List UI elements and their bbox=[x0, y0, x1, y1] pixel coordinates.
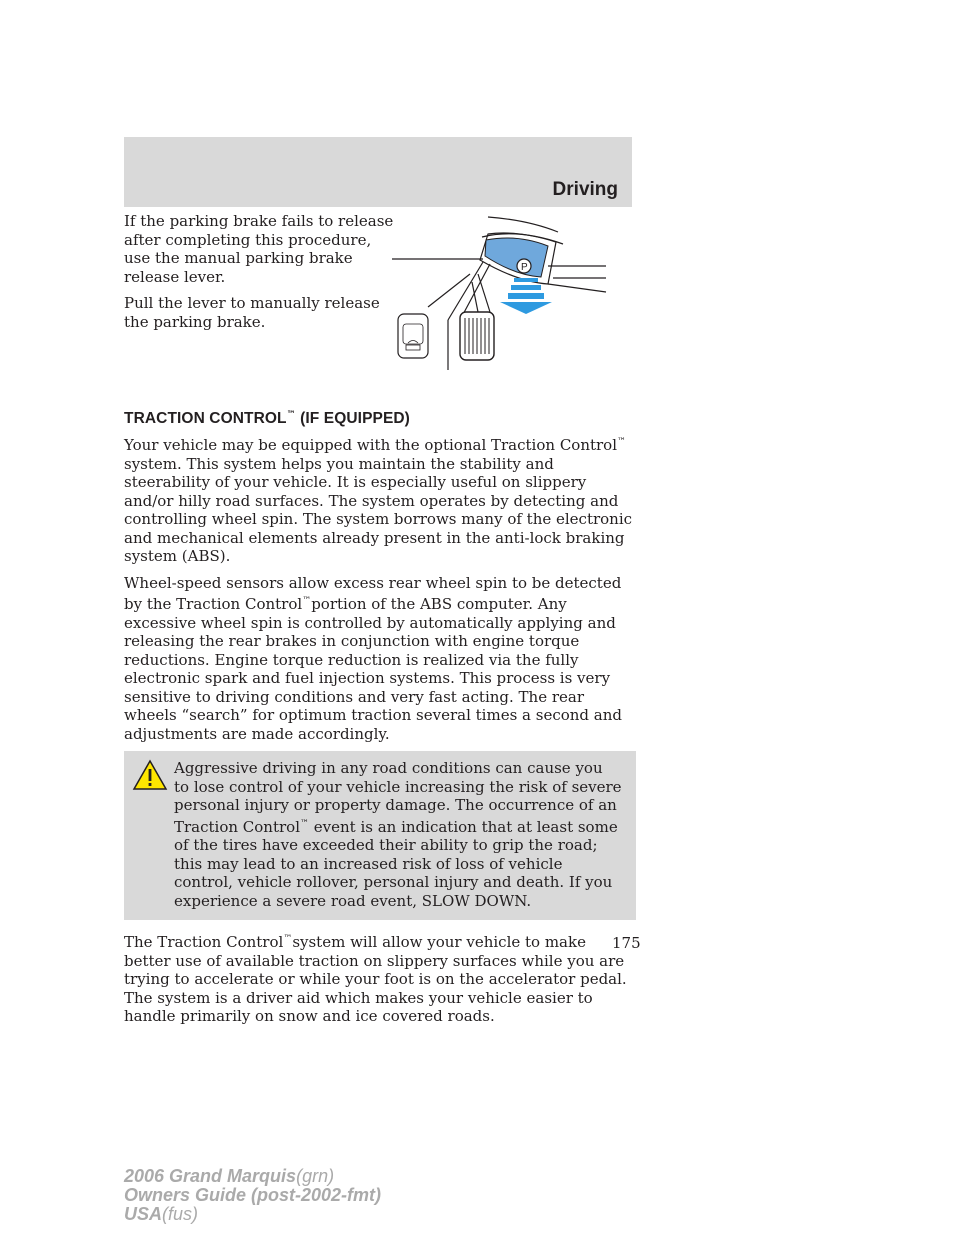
parking-brake-illustration bbox=[388, 212, 614, 380]
footer-line-2 bbox=[124, 1186, 381, 1205]
footer-market-code: (fus) bbox=[162, 1204, 199, 1224]
trademark-symbol: ™ bbox=[300, 818, 309, 829]
footer-line-1 bbox=[124, 1167, 381, 1186]
section-header-band bbox=[124, 137, 632, 207]
paragraph-3 bbox=[124, 930, 636, 1026]
warning-box bbox=[124, 751, 636, 920]
parking-badge-label: P bbox=[521, 262, 528, 273]
warning-text-part-a: Aggressive driving in any road conditions can cause you to lose control of your vehicle increasing the risk of severe personal injury or property damage. The occurrence of an Traction Control bbox=[174, 759, 622, 836]
paragraph-1 bbox=[124, 433, 636, 566]
paragraph-3-part-a: The Traction Control bbox=[124, 933, 284, 951]
intro-paragraph-2: Pull the lever to manually release the parking brake. bbox=[124, 294, 380, 331]
page-number: 175 bbox=[612, 934, 641, 952]
trademark-symbol: ™ bbox=[283, 934, 293, 944]
paragraph-1-part-b: system. This system helps you maintain the stability and steerability of your vehicle. It is especially useful on slippery and/or hilly road surfaces. The system operates by detecting and controlling wheel spin. The system borrows many of the electronic and mechanical elements already present in the anti-lock braking system (ABS). bbox=[124, 454, 633, 565]
footer-guide-name: Owners Guide (post-2002-fmt) bbox=[124, 1185, 382, 1205]
warning-text-part-b: event is an indication that at least some of the tires have exceeded their ability to grip the road; this may lead to an increased risk of loss of vehicle control, vehicle rollover, personal injury and death. If you experience a severe road event, SLOW DOWN. bbox=[174, 817, 618, 910]
section-title: Driving bbox=[552, 179, 618, 200]
warning-text bbox=[124, 759, 622, 910]
paragraph-3-part-b: system will allow your vehicle to make better use of available traction on slippery surfaces while you are trying to accelerate or while your foot is on the accelerator pedal. The system is a driver aid which makes your vehicle easier to handle primarily on snow and ice covered roads. bbox=[124, 933, 627, 1025]
trademark-symbol: ™ bbox=[286, 410, 296, 420]
paragraph-1-part-a: Your vehicle may be equipped with the optional Traction Control bbox=[124, 436, 618, 454]
trademark-symbol: ™ bbox=[302, 596, 312, 606]
footer-line-3 bbox=[124, 1205, 381, 1224]
footer-market: USA bbox=[124, 1204, 163, 1224]
intro-text bbox=[124, 212, 394, 339]
paragraph-2-part-b: portion of the ABS computer. Any excessive wheel spin is controlled by automatically applying and releasing the rear brakes in conjunction with engine torque reductions. Engine torque reduction is realized via the fully electronic spark and fuel injection systems. This process is very sensitive to driving conditions and very fast acting. The rear wheels “search” for optimum traction several times a second and adjustments are made accordingly. bbox=[124, 595, 623, 743]
footer-model: 2006 Grand Marquis bbox=[124, 1166, 297, 1186]
paragraph-2 bbox=[124, 574, 636, 744]
heading-main: TRACTION CONTROL bbox=[124, 410, 287, 428]
trademark-symbol: ™ bbox=[617, 437, 627, 447]
document-footer bbox=[124, 1167, 381, 1224]
traction-control-heading bbox=[124, 410, 410, 428]
footer-model-code: (grn) bbox=[296, 1166, 335, 1186]
heading-suffix: (IF EQUIPPED) bbox=[300, 410, 410, 428]
parking-brake-release-lever-diagram-icon bbox=[388, 212, 614, 380]
warning-triangle-icon bbox=[132, 759, 168, 791]
traction-control-body bbox=[124, 433, 636, 1034]
paragraph-2-part-a: Wheel-speed sensors allow excess rear wheel spin to be detected by the Traction Control bbox=[124, 573, 622, 613]
intro-paragraph-1: If the parking brake fails to release after completing this procedure, use the manual parking brake release lever. bbox=[124, 212, 394, 286]
